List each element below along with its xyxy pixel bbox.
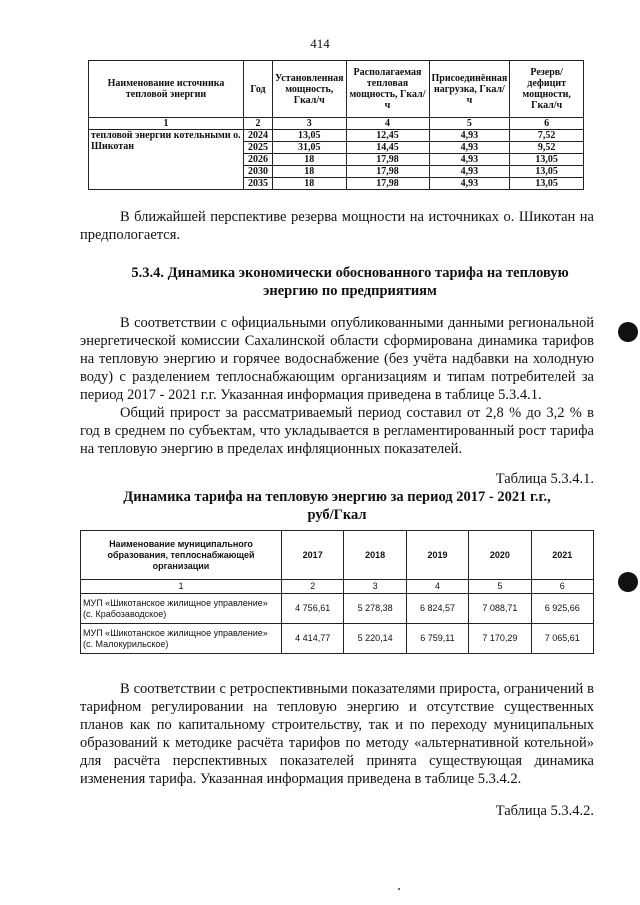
table2-cell: 6 925,66 <box>531 594 593 624</box>
table3-label: Таблица 5.3.4.2. <box>495 803 594 819</box>
table1-header-year: Год <box>244 61 273 118</box>
paragraph-retrospective: В соответствии с ретроспективными показателями прироста, ограничений в тарифном регулировании на тепловую энергию и отсутствие существенных планов как по капитальному строительству, так и по переходу муниципальных образований к методике расчёта тарифов по методу «альтернативной котельной» для расчёта перспективных показателей принята существующая динамика изменения тарифа. Указанная информация приведена в таблице 5.3.4.2. <box>80 681 594 787</box>
table1-cell: 2024 <box>244 130 273 142</box>
table2-organization: МУП «Шикотанское жилищное управление» (с. Крабозаводское) <box>81 594 282 624</box>
table1-source-name: тепловой энергии котельными о. Шикотан <box>89 130 244 190</box>
table1-cell: 17,98 <box>346 154 429 166</box>
table2-header-year: 2017 <box>282 531 344 580</box>
tariff-dynamics-table <box>80 530 594 654</box>
table2-col-number: 6 <box>531 580 593 594</box>
table-row <box>89 130 584 142</box>
table1-cell: 4,93 <box>429 154 510 166</box>
table1-cell: 17,98 <box>346 166 429 178</box>
table2-header-organization: Наименование муниципального образования, теплоснабжающей организации <box>81 531 282 580</box>
table1-cell: 4,93 <box>429 166 510 178</box>
reserve-capacity-table <box>88 60 584 190</box>
table2-col-number: 2 <box>282 580 344 594</box>
table1-cell: 13,05 <box>510 166 584 178</box>
table2-header-year: 2019 <box>406 531 468 580</box>
table1-col-number: 6 <box>510 118 584 130</box>
table1-cell: 2035 <box>244 178 273 190</box>
table1-header-load: Присоединённая нагрузка, Гкал/ч <box>429 61 510 118</box>
table1-header-source: Наименование источника тепловой энергии <box>89 61 244 118</box>
table1-cell: 2026 <box>244 154 273 166</box>
paragraph-tariff-source: В соответствии с официальными опубликованными данными региональной энергетической комиссии Сахалинской области сформирована динамика тарифов на тепловую энергию и горячее водоснабжение (без учёта надбавки на холодную воду) с разделением теплоснабжающим организациям и типам потребителей за период 2017 - 2021 г.г. Указанная информация приведена в таблице 5.3.4.1. <box>80 315 594 403</box>
table1-cell: 2025 <box>244 142 273 154</box>
table2-cell: 4 414,77 <box>282 624 344 654</box>
table2-header-year: 2018 <box>344 531 406 580</box>
table1-header-installed: Установленная мощность, Гкал/ч <box>273 61 347 118</box>
table2-cell: 7 088,71 <box>469 594 531 624</box>
table1-cell: 9,52 <box>510 142 584 154</box>
table2-cell: 6 824,57 <box>406 594 468 624</box>
table2-cell: 5 220,14 <box>344 624 406 654</box>
table1-cell: 13,05 <box>510 154 584 166</box>
document-body <box>80 60 594 820</box>
table1-cell: 17,98 <box>346 178 429 190</box>
table2-header-year: 2020 <box>469 531 531 580</box>
table2-cell: 4 756,61 <box>282 594 344 624</box>
section-heading: 5.3.4. Динамика экономически обоснованного тарифа на тепловую энергию по предприятиям <box>131 265 569 299</box>
table2-cell: 5 278,38 <box>344 594 406 624</box>
table-row <box>81 624 594 654</box>
table2-title: Динамика тарифа на тепловую энергию за период 2017 - 2021 г.г., руб/Гкал <box>123 489 551 523</box>
table1-cell: 14,45 <box>346 142 429 154</box>
paragraph-tariff-growth: Общий прирост за рассматриваемый период составил от 2,8 % до 3,2 % в год в среднем по субъектам, что укладывается в регламентированный рост тарифа на тепловую энергию в пределах инфляционных показателей. <box>80 405 594 457</box>
table1-cell: 4,93 <box>429 178 510 190</box>
table2-header-year: 2021 <box>531 531 593 580</box>
scan-speck <box>398 888 400 890</box>
table1-col-number: 2 <box>244 118 273 130</box>
table2-col-number: 4 <box>406 580 468 594</box>
table2-cell: 7 170,29 <box>469 624 531 654</box>
page-number: 414 <box>310 36 330 51</box>
table1-col-number: 1 <box>89 118 244 130</box>
table1-col-number: 4 <box>346 118 429 130</box>
table1-cell: 18 <box>273 166 347 178</box>
table1-header-reserve: Резерв/дефицит мощности, Гкал/ч <box>510 61 584 118</box>
table1-cell: 7,52 <box>510 130 584 142</box>
table2-col-number: 1 <box>81 580 282 594</box>
table1-cell: 12,45 <box>346 130 429 142</box>
table1-cell: 2030 <box>244 166 273 178</box>
table1-cell: 31,05 <box>273 142 347 154</box>
table2-cell: 7 065,61 <box>531 624 593 654</box>
binder-hole-icon <box>618 322 638 342</box>
binder-hole-icon <box>618 572 638 592</box>
table1-cell: 4,93 <box>429 142 510 154</box>
table2-col-number: 5 <box>469 580 531 594</box>
table1-cell: 18 <box>273 154 347 166</box>
table1-col-number: 5 <box>429 118 510 130</box>
paragraph-reserve: В ближайшей перспективе резерва мощности на источниках о. Шикотан на предпологается. <box>80 209 594 243</box>
table1-cell: 13,05 <box>510 178 584 190</box>
table2-label: Таблица 5.3.4.1. <box>495 471 594 487</box>
table2-col-number: 3 <box>344 580 406 594</box>
table1-header-available: Располагаемая тепловая мощность, Гкал/ч <box>346 61 429 118</box>
table2-organization: МУП «Шикотанское жилищное управление» (с. Малокурильское) <box>81 624 282 654</box>
table1-cell: 4,93 <box>429 130 510 142</box>
table1-cell: 13,05 <box>273 130 347 142</box>
table1-cell: 18 <box>273 178 347 190</box>
table-row <box>81 594 594 624</box>
table1-col-number: 3 <box>273 118 347 130</box>
table2-cell: 6 759,11 <box>406 624 468 654</box>
